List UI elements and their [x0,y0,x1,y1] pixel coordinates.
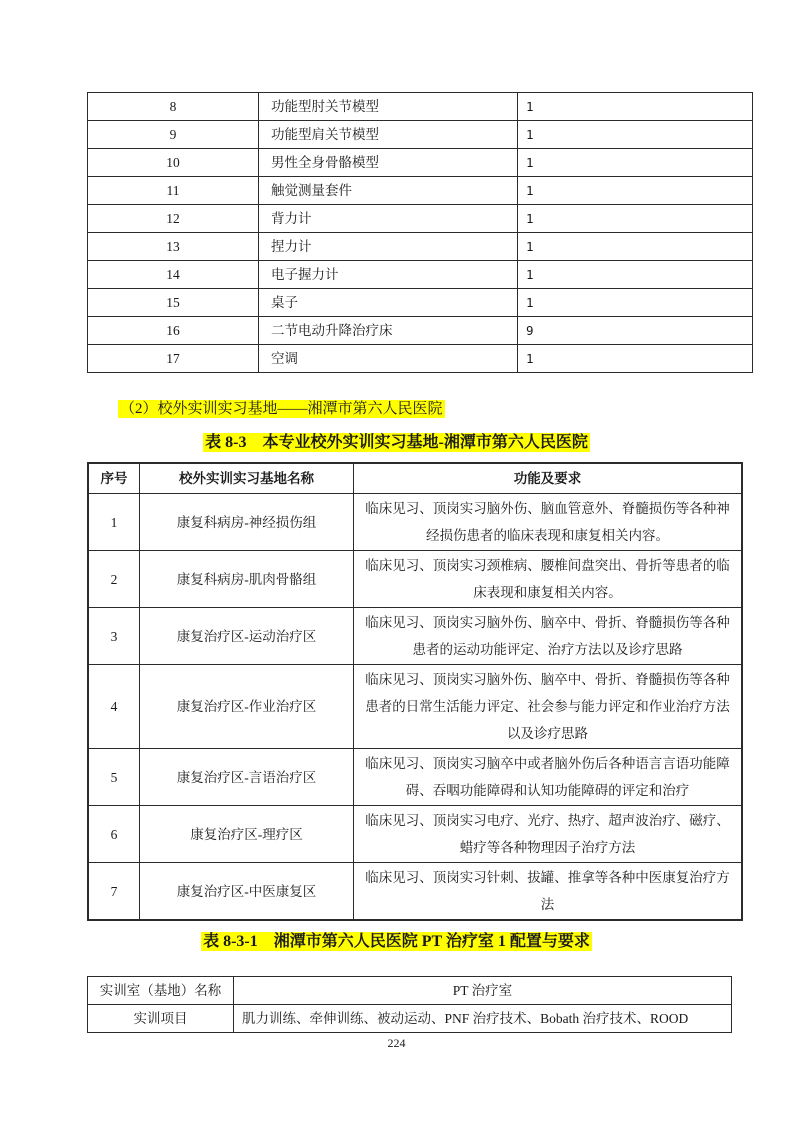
base-name: 康复科病房-神经损伤组 [140,494,354,551]
equipment-name: 捏力计 [259,233,518,261]
equipment-no: 13 [88,233,259,261]
table-row [88,149,753,177]
base-function: 临床见习、顶岗实习针刺、拔罐、推拿等各种中医康复治疗方法 [354,863,743,921]
section-heading [118,397,445,418]
section-heading-text: （2）校外实训实习基地——湘潭市第六人民医院 [120,401,443,417]
base-no: 2 [88,551,140,608]
table-row [88,177,753,205]
table-8-3-1-title-text: 表 8-3-1 湘潭市第六人民医院 PT 治疗室 1 配置与要求 [203,933,590,950]
equipment-qty: 1 [518,261,753,289]
base-function: 临床见习、顶岗实习电疗、光疗、热疗、超声波治疗、磁疗、蜡疗等各种物理因子治疗方法 [354,806,743,863]
pt-room-value: 肌力训练、牵伸训练、被动运动、PNF 治疗技术、Bobath 治疗技术、ROOD [234,1005,732,1033]
equipment-qty: 1 [518,233,753,261]
equipment-qty: 1 [518,177,753,205]
equipment-no: 17 [88,345,259,373]
equipment-name: 男性全身骨骼模型 [259,149,518,177]
equipment-no: 15 [88,289,259,317]
pt-room-label: 实训室（基地）名称 [88,977,234,1005]
table-header-row [88,463,742,494]
col-header-no: 序号 [88,463,140,494]
table-row [88,749,742,806]
pt-room-table [87,976,732,1033]
table-row [88,1005,732,1033]
base-no: 6 [88,806,140,863]
equipment-no: 10 [88,149,259,177]
base-name: 康复治疗区-言语治疗区 [140,749,354,806]
equipment-name: 功能型肘关节模型 [259,93,518,121]
base-name: 康复治疗区-中医康复区 [140,863,354,921]
equipment-no: 16 [88,317,259,345]
equipment-qty: 9 [518,317,753,345]
equipment-name: 触觉测量套件 [259,177,518,205]
equipment-qty: 1 [518,93,753,121]
table-8-3-title [0,429,793,452]
equipment-no: 12 [88,205,259,233]
equipment-name: 电子握力计 [259,261,518,289]
equipment-name: 桌子 [259,289,518,317]
pt-room-value: PT 治疗室 [234,977,732,1005]
base-no: 1 [88,494,140,551]
table-8-3-title-text: 表 8-3 本专业校外实训实习基地-湘潭市第六人民医院 [205,434,588,451]
table-row [88,317,753,345]
base-table [87,462,743,921]
base-function: 临床见习、顶岗实习颈椎病、腰椎间盘突出、骨折等患者的临床表现和康复相关内容。 [354,551,743,608]
base-no: 3 [88,608,140,665]
col-header-name: 校外实训实习基地名称 [140,463,354,494]
equipment-qty: 1 [518,289,753,317]
base-name: 康复科病房-肌肉骨骼组 [140,551,354,608]
equipment-qty: 1 [518,205,753,233]
base-function: 临床见习、顶岗实习脑卒中或者脑外伤后各种语言言语功能障碍、吞咽功能障碍和认知功能障碍的评定和治疗 [354,749,743,806]
equipment-no: 11 [88,177,259,205]
page-number: 224 [387,1036,406,1050]
table-row [88,121,753,149]
base-function: 临床见习、顶岗实习脑外伤、脑血管意外、脊髓损伤等各种神经损伤患者的临床表现和康复相关内容。 [354,494,743,551]
table-row [88,93,753,121]
equipment-no: 8 [88,93,259,121]
table-row [88,608,742,665]
table-row [88,233,753,261]
base-name: 康复治疗区-运动治疗区 [140,608,354,665]
table-row [88,665,742,749]
table-row [88,977,732,1005]
equipment-qty: 1 [518,149,753,177]
base-name: 康复治疗区-理疗区 [140,806,354,863]
base-no: 4 [88,665,140,749]
table-row [88,345,753,373]
col-header-function: 功能及要求 [354,463,743,494]
table-row [88,551,742,608]
table-row [88,261,753,289]
base-name: 康复治疗区-作业治疗区 [140,665,354,749]
base-no: 5 [88,749,140,806]
equipment-no: 14 [88,261,259,289]
equipment-name: 空调 [259,345,518,373]
table-row [88,494,742,551]
table-row [88,863,742,921]
base-function: 临床见习、顶岗实习脑外伤、脑卒中、骨折、脊髓损伤等各种患者的日常生活能力评定、社会参与能力评定和作业治疗方法以及诊疗思路 [354,665,743,749]
equipment-name: 背力计 [259,205,518,233]
equipment-table [87,92,753,373]
equipment-qty: 1 [518,121,753,149]
table-8-3-1-title [0,928,793,951]
equipment-qty: 1 [518,345,753,373]
pt-room-label: 实训项目 [88,1005,234,1033]
table-row [88,806,742,863]
equipment-name: 二节电动升降治疗床 [259,317,518,345]
equipment-no: 9 [88,121,259,149]
table-row [88,289,753,317]
table-row [88,205,753,233]
base-no: 7 [88,863,140,921]
base-function: 临床见习、顶岗实习脑外伤、脑卒中、骨折、脊髓损伤等各种患者的运动功能评定、治疗方法以及诊疗思路 [354,608,743,665]
equipment-name: 功能型肩关节模型 [259,121,518,149]
